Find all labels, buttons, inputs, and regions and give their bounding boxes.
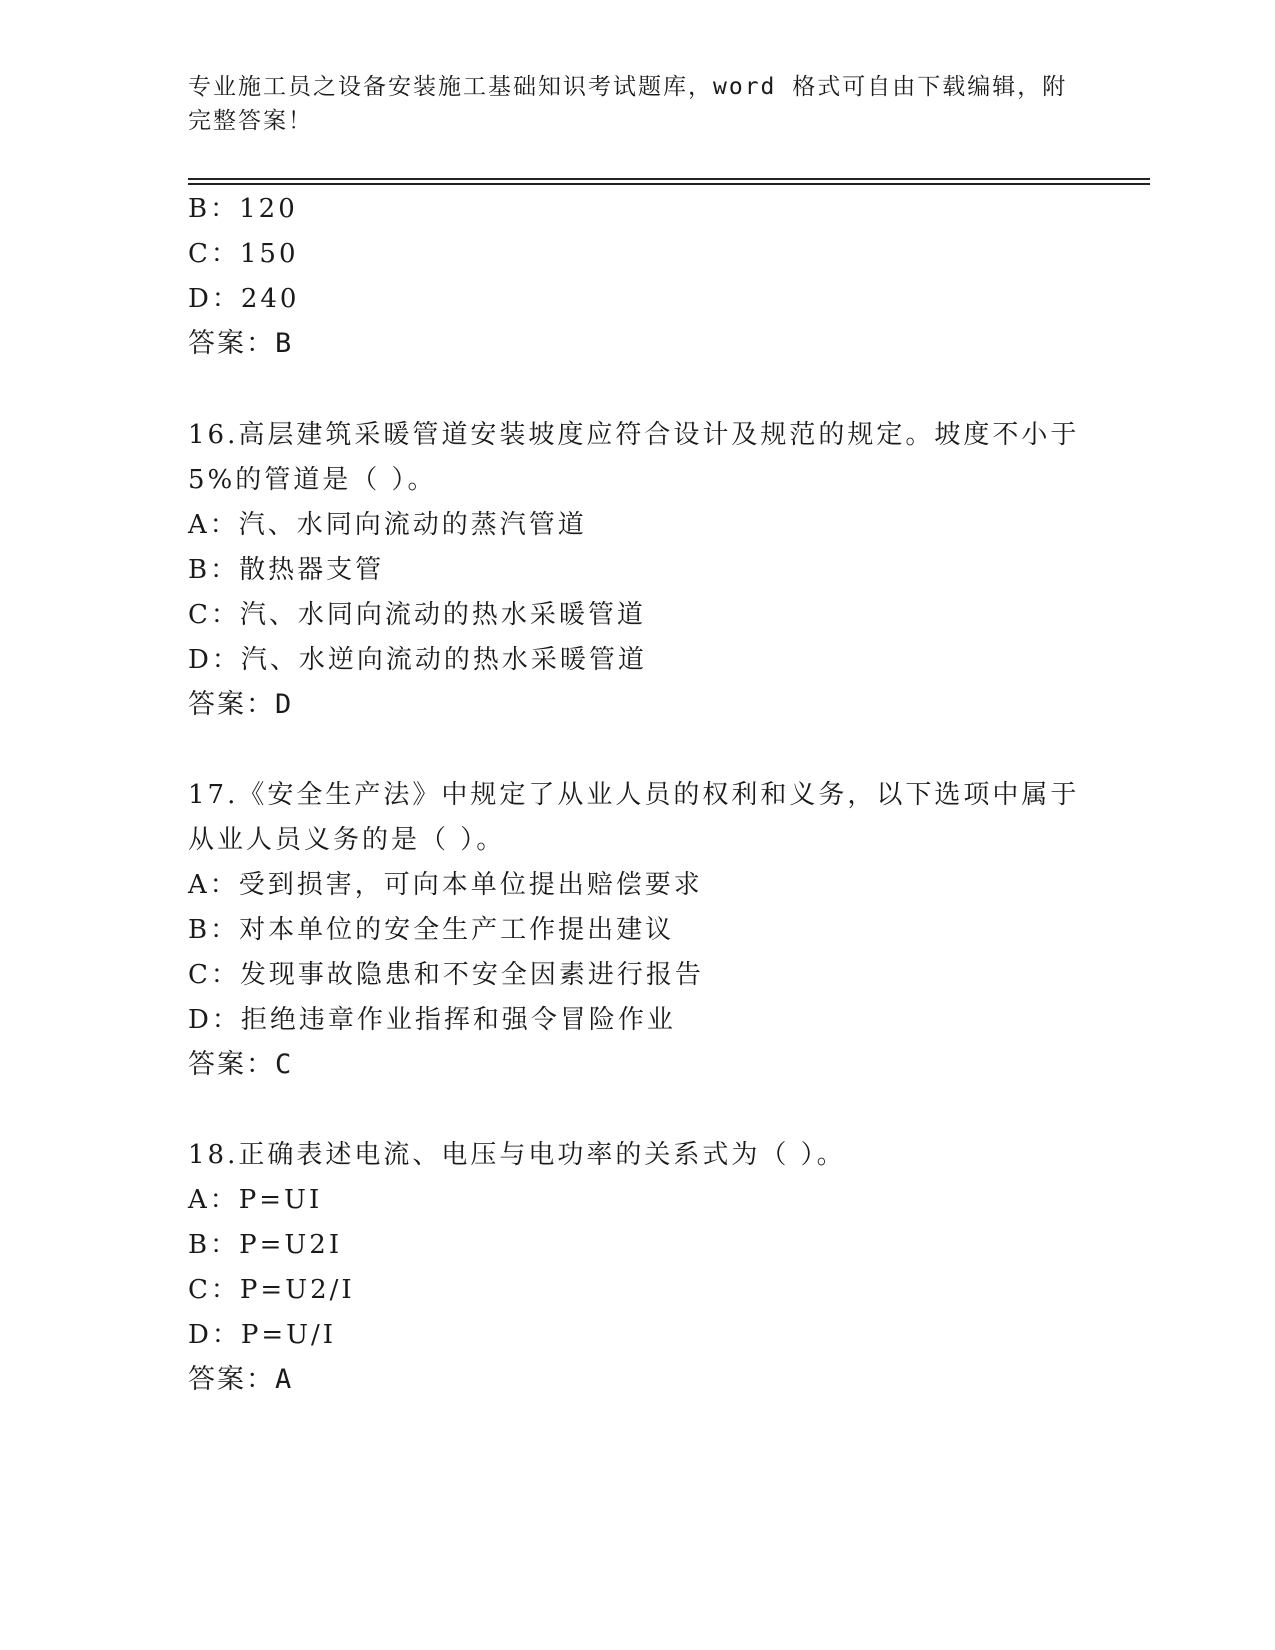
option-c: C：P=U2/I (188, 1275, 355, 1305)
option-a: A：受到损害，可向本单位提出赔偿要求 (188, 870, 703, 900)
answer-value: C (275, 1049, 294, 1080)
answer-value: B (275, 328, 294, 359)
question-stem: 17.《安全生产法》中规定了从业人员的权利和义务，以下选项中属于 (188, 780, 1080, 810)
document-header: 专业施工员之设备安装施工基础知识考试题库，word 格式可自由下载编辑，附完整答案！ (188, 74, 1068, 134)
answer-line (188, 1048, 293, 1082)
option-d: D：汽、水逆向流动的热水采暖管道 (188, 645, 647, 675)
answer-line (188, 688, 293, 722)
answer-line (188, 327, 293, 361)
option-b: B：散热器支管 (188, 555, 385, 585)
question-stem: 18.正确表述电流、电压与电功率的关系式为（ ）。 (188, 1140, 846, 1170)
question-stem: 16.高层建筑采暖管道安装坡度应符合设计及规范的规定。坡度不小于 (188, 420, 1080, 450)
answer-label: 答案： (188, 689, 275, 720)
option-a: A：P=UI (188, 1185, 323, 1215)
header-rule-bottom (188, 183, 1150, 185)
answer-line (188, 1363, 293, 1397)
question-stem: 从业人员义务的是（ ）。 (188, 825, 506, 855)
option-c: C：发现事故隐患和不安全因素进行报告 (188, 960, 704, 990)
answer-label: 答案： (188, 1049, 275, 1080)
option-c: C：150 (188, 239, 299, 269)
option-b: B：120 (188, 194, 298, 224)
option-d: D：拒绝违章作业指挥和强令冒险作业 (188, 1005, 676, 1035)
option-b: B：对本单位的安全生产工作提出建议 (188, 915, 675, 945)
question-stem: 5%的管道是（ ）。 (188, 465, 437, 495)
answer-label: 答案： (188, 328, 275, 359)
option-c: C：汽、水同向流动的热水采暖管道 (188, 600, 646, 630)
option-b: B：P=U2I (188, 1230, 343, 1260)
option-a: A：汽、水同向流动的蒸汽管道 (188, 510, 587, 540)
option-d: D：240 (188, 284, 300, 314)
answer-value: A (275, 1364, 294, 1395)
header-rule-top (188, 178, 1150, 180)
answer-value: D (275, 689, 294, 720)
answer-label: 答案： (188, 1364, 275, 1395)
option-d: D：P=U/I (188, 1320, 337, 1350)
